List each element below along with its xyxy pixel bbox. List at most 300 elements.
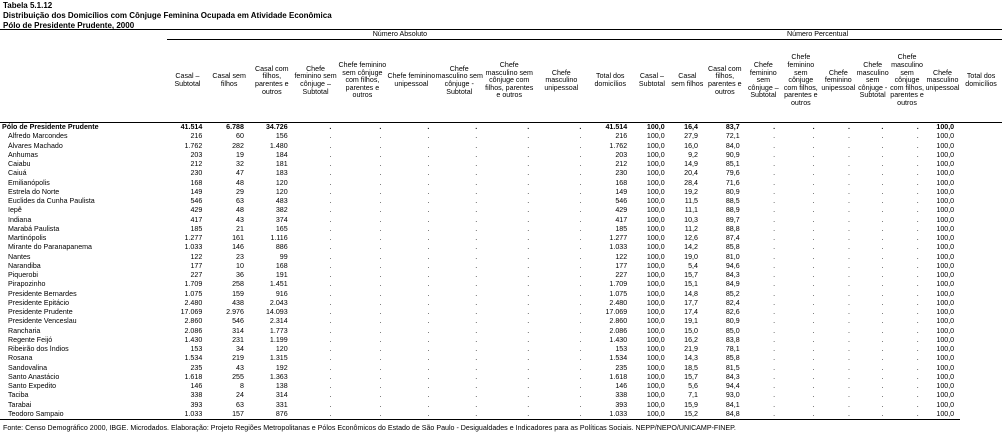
table-cell: .: [329, 123, 332, 131]
table-cell: 34.726: [265, 123, 288, 131]
table-cell: 15,9: [684, 400, 698, 409]
table-cell: .: [427, 280, 430, 289]
table-cell: 2.480: [184, 298, 203, 307]
table-cell: 100,0: [936, 372, 955, 381]
table-cell: 84,0: [725, 141, 740, 150]
column-header-blank: [0, 40, 167, 123]
table-cell: 100,0: [936, 308, 955, 316]
table-cell: 100,0: [936, 178, 955, 187]
table-cell: .: [848, 150, 851, 159]
table-cell: 219: [232, 354, 244, 363]
table-cell: 100,0: [936, 280, 955, 289]
table-cell: 93,0: [725, 391, 740, 400]
table-cell: 1.618: [184, 372, 203, 381]
table-cell: 20,4: [684, 169, 698, 178]
table-cell: .: [294, 410, 338, 420]
table-cell: 10: [236, 261, 244, 270]
table-cell: .: [848, 141, 851, 150]
table-cell: .: [329, 234, 332, 242]
table-cell: .: [812, 224, 815, 233]
table-cell: .: [435, 410, 483, 420]
table-cell: 338: [190, 391, 203, 400]
table-cell: .: [881, 252, 884, 261]
table-cell: .: [916, 345, 919, 353]
column-header: Total dos domicílios: [960, 40, 1002, 123]
table-cell: .: [427, 123, 430, 131]
table-cell: .: [881, 354, 884, 363]
table-cell: 85,8: [725, 243, 740, 252]
table-cell: 258: [232, 280, 244, 289]
table-cell: 191: [275, 271, 288, 279]
row-label: Estrela do Norte: [8, 187, 60, 196]
table-cell: .: [579, 335, 582, 344]
table-cell: 100,0: [936, 160, 955, 168]
table-cell: 100,0: [646, 335, 665, 344]
table-cell: .: [329, 215, 332, 224]
table-cell: 14.093: [265, 308, 288, 316]
table-cell: 71,6: [725, 178, 740, 187]
table-cell: 546: [232, 317, 244, 326]
table-cell: .: [916, 243, 919, 252]
table-row: [0, 169, 1002, 178]
table-cell: .: [379, 150, 382, 159]
table-cell: .: [475, 224, 478, 233]
row-label: Santo Anastácio: [8, 372, 60, 381]
table-cell: 146: [615, 382, 628, 390]
table-cell: 314: [232, 326, 244, 335]
table-cell: 100,0: [646, 206, 665, 215]
table-cell: .: [916, 150, 919, 159]
table-cell: .: [881, 197, 884, 205]
table-cell: 2.976: [226, 308, 244, 316]
table-cell: 183: [275, 169, 288, 178]
table-cell: .: [881, 206, 884, 215]
table-cell: .: [379, 326, 382, 335]
table-cell: .: [881, 243, 884, 252]
column-header: Chefe masculino sem cônjuge com filhos, parentes e outros: [889, 40, 924, 123]
table-cell: 429: [190, 206, 203, 215]
table-cell: .: [427, 382, 430, 390]
table-cell: 19,2: [684, 187, 698, 196]
table-cell: 2.314: [269, 317, 288, 326]
table-cell: .: [848, 123, 851, 131]
row-label: Caiabu: [8, 160, 31, 168]
table-cell: .: [527, 169, 530, 178]
table-cell: 100,0: [936, 234, 955, 242]
table-cell: .: [812, 308, 815, 316]
table-cell: 100,0: [646, 298, 665, 307]
column-header: Chefe feminino unipessoal: [387, 40, 435, 123]
table-cell: 10,3: [684, 215, 698, 224]
table-cell: .: [527, 132, 530, 141]
table-cell: .: [579, 345, 582, 353]
table-cell: 2.860: [609, 317, 628, 326]
table-cell: .: [329, 141, 332, 150]
table-cell: .: [379, 335, 382, 344]
row-label: Presidente Venceslau: [8, 317, 77, 326]
row-label: Iepê: [8, 206, 22, 215]
table-cell: 100,0: [646, 150, 665, 159]
table-cell: 100,0: [936, 345, 955, 353]
table-row: [0, 290, 1002, 299]
table-cell: 100,0: [646, 382, 665, 390]
table-cell: .: [475, 308, 478, 316]
table-cell: 100,0: [646, 224, 665, 233]
table-cell: 1.709: [609, 280, 628, 289]
column-header: Casal – Subtotal: [167, 40, 209, 123]
table-cell: 546: [615, 197, 628, 205]
table-cell: .: [812, 363, 815, 372]
table-cell: 1.363: [269, 372, 288, 381]
table-cell: 9,2: [688, 150, 698, 159]
table-cell: .: [379, 178, 382, 187]
table-cell: .: [475, 382, 478, 390]
row-label: Marabá Paulista: [8, 224, 60, 233]
table-cell: .: [881, 335, 884, 344]
table-cell: 100,0: [646, 178, 665, 187]
table-cell: 1.430: [609, 335, 628, 344]
table-cell: 34: [236, 345, 244, 353]
table-cell: 1.033: [184, 243, 203, 252]
table-cell: .: [427, 317, 430, 326]
table-cell: .: [579, 178, 582, 187]
table-cell: .: [579, 150, 582, 159]
table-cell: .: [579, 160, 582, 168]
table-cell: 138: [275, 382, 288, 390]
table-cell: .: [881, 141, 884, 150]
table-cell: .: [881, 400, 884, 409]
table-cell: .: [379, 372, 382, 381]
table-cell: .: [475, 289, 478, 298]
table-cell: .: [881, 187, 884, 196]
table-cell: 32: [236, 160, 244, 168]
table-cell: .: [848, 261, 851, 270]
column-header: Chefe masculino unipessoal: [535, 40, 587, 123]
table-cell: 82,4: [725, 298, 740, 307]
table-row: [0, 336, 1002, 345]
table-cell: .: [579, 326, 582, 335]
table-cell: 90,9: [725, 150, 740, 159]
row-label: Martinópolis: [8, 234, 47, 242]
table-cell: 14,2: [684, 243, 698, 252]
table-cell: 100,0: [646, 141, 665, 150]
table-cell: .: [773, 187, 776, 196]
table-cell: .: [379, 187, 382, 196]
table-cell: .: [812, 354, 815, 363]
table-cell: .: [812, 280, 815, 289]
table-cell: 100,0: [936, 326, 955, 335]
table-cell: .: [773, 317, 776, 326]
table-cell: 2.043: [269, 298, 288, 307]
table-cell: 8: [239, 382, 244, 390]
table-cell: 15,1: [684, 280, 698, 289]
table-cell: .: [379, 261, 382, 270]
table-cell: 417: [615, 215, 628, 224]
table-cell: .: [812, 215, 815, 224]
column-header: Chefe feminino sem cônjuge com filhos, parentes e outros: [337, 40, 387, 123]
table-cell: 28,4: [684, 178, 698, 187]
table-cell: .: [881, 382, 884, 390]
table-cell: .: [475, 271, 478, 279]
table-cell: .: [475, 160, 478, 168]
table-row-total: [0, 123, 1002, 133]
table-cell: .: [329, 271, 332, 279]
table-cell: .: [427, 252, 430, 261]
table-cell: 100,0: [646, 243, 665, 252]
table-cell: .: [773, 132, 776, 141]
table-row: [0, 373, 1002, 382]
row-label: Álvares Machado: [8, 141, 63, 150]
row-label: Pirapozinho: [8, 280, 46, 289]
column-header: Chefe feminino sem cônjuge – Subtotal: [294, 40, 338, 123]
table-cell: .: [527, 234, 530, 242]
table-cell: .: [329, 363, 332, 372]
row-label: Tarabai: [8, 400, 32, 409]
table-cell: .: [527, 215, 530, 224]
table-cell: 1.075: [184, 289, 203, 298]
table-cell: .: [848, 391, 851, 400]
table-cell: 184: [275, 150, 288, 159]
table-cell: .: [379, 252, 382, 261]
table-cell: .: [475, 187, 478, 196]
group-header-absolute: Número Absoluto: [167, 30, 634, 40]
table-cell: 99: [279, 252, 288, 261]
table-cell: .: [475, 169, 478, 178]
table-cell: 85,8: [725, 354, 740, 363]
table-cell: .: [916, 354, 919, 363]
table-cell: 120: [275, 345, 288, 353]
row-label: Nantes: [8, 252, 31, 261]
table-cell: .: [527, 271, 530, 279]
table-cell: .: [881, 391, 884, 400]
table-cell: .: [773, 382, 776, 390]
table-cell: 120: [275, 178, 288, 187]
table-cell: 63: [236, 197, 244, 205]
table-cell: 100,0: [646, 197, 665, 205]
table-cell: 48: [236, 206, 244, 215]
table-cell: 100,0: [936, 335, 955, 344]
row-label: Teodoro Sampaio: [0, 410, 167, 420]
table-cell: .: [812, 261, 815, 270]
table-cell: .: [379, 391, 382, 400]
table-cell: 19,1: [684, 317, 698, 326]
table-cell: 100,0: [936, 252, 955, 261]
table-cell: 2.860: [184, 317, 203, 326]
table-cell: .: [329, 372, 332, 381]
table-cell: .: [427, 298, 430, 307]
table-row: [0, 179, 1002, 188]
table-cell: .: [579, 206, 582, 215]
table-row: [0, 317, 1002, 326]
table-cell: .: [527, 150, 530, 159]
table-cell: 100,0: [646, 391, 665, 400]
table-cell: 100,0: [646, 160, 665, 168]
table-cell: .: [527, 252, 530, 261]
table-cell: .: [916, 289, 919, 298]
table-cell: 84,1: [725, 400, 740, 409]
row-label: Narandiba: [8, 261, 41, 270]
table-cell: .: [881, 289, 884, 298]
table-cell: .: [812, 243, 815, 252]
row-label: Sandovalina: [8, 363, 48, 372]
table-cell: 1.199: [269, 335, 288, 344]
table-cell: .: [812, 234, 815, 242]
table-cell: .: [856, 410, 889, 420]
row-label: Piquerobi: [8, 271, 38, 279]
table-cell: .: [812, 298, 815, 307]
table-cell: .: [773, 289, 776, 298]
table-cell: .: [427, 345, 430, 353]
table-cell: 83,7: [725, 123, 740, 131]
table-cell: 94,4: [725, 382, 740, 390]
table-cell: .: [916, 308, 919, 316]
table-cell: 5,4: [688, 261, 698, 270]
table-cell: 192: [275, 363, 288, 372]
table-cell: .: [475, 391, 478, 400]
table-cell: 100,0: [646, 123, 665, 131]
table-cell: .: [427, 391, 430, 400]
table-cell: .: [916, 326, 919, 335]
table-cell: .: [773, 123, 776, 131]
table-cell: .: [579, 363, 582, 372]
table-cell: 100,0: [936, 382, 955, 390]
table-cell: .: [475, 132, 478, 141]
table-cell: .: [579, 382, 582, 390]
table-cell: .: [881, 317, 884, 326]
table-cell: .: [848, 345, 851, 353]
table-cell: .: [812, 150, 815, 159]
table-cell: .: [579, 224, 582, 233]
table-cell: .: [579, 187, 582, 196]
table-cell: .: [848, 298, 851, 307]
table-cell: .: [329, 178, 332, 187]
table-cell: .: [916, 206, 919, 215]
table-cell: .: [535, 410, 587, 420]
table-cell: .: [916, 169, 919, 178]
table-cell: .: [329, 224, 332, 233]
table-cell: .: [579, 243, 582, 252]
table-cell: .: [379, 160, 382, 168]
table-cell: .: [579, 354, 582, 363]
table-cell: .: [812, 252, 815, 261]
table-cell: .: [329, 187, 332, 196]
table-cell: .: [527, 261, 530, 270]
table-cell: .: [329, 382, 332, 390]
table-cell: .: [527, 335, 530, 344]
table-cell: .: [379, 382, 382, 390]
table-cell: .: [848, 280, 851, 289]
table-cell: .: [527, 197, 530, 205]
table-cell: .: [848, 317, 851, 326]
column-header: Casal sem filhos: [671, 40, 704, 123]
table-cell: .: [848, 206, 851, 215]
table-cell: 338: [615, 391, 628, 400]
table-cell: .: [812, 187, 815, 196]
table-cell: .: [881, 169, 884, 178]
table-cell: 48: [236, 178, 244, 187]
table-cell: .: [579, 252, 582, 261]
table-cell: 149: [615, 187, 628, 196]
table-cell: .: [427, 178, 430, 187]
table-cell: 1.430: [184, 335, 203, 344]
table-row: [0, 206, 1002, 215]
table-cell: 80,9: [725, 187, 740, 196]
table-cell: .: [881, 132, 884, 141]
table-cell: 100,0: [936, 197, 955, 205]
row-label: Presidente Epitácio: [8, 298, 70, 307]
table-cell: .: [475, 243, 478, 252]
row-label: Rancharia: [8, 326, 41, 335]
table-row: [0, 410, 1002, 420]
table-cell: .: [773, 150, 776, 159]
table-cell: 156: [275, 132, 288, 141]
table-cell: .: [427, 308, 430, 316]
table-cell: .: [475, 215, 478, 224]
row-label: Euclides da Cunha Paulista: [8, 197, 95, 205]
table-row: [0, 299, 1002, 308]
table-cell: .: [848, 252, 851, 261]
table-cell: .: [848, 160, 851, 168]
table-cell: .: [329, 345, 332, 353]
table-cell: .: [773, 234, 776, 242]
table-cell: .: [329, 400, 332, 409]
table-cell: .: [812, 197, 815, 205]
table-cell: .: [848, 271, 851, 279]
table-cell: .: [527, 187, 530, 196]
table-cell: 14,9: [684, 160, 698, 168]
table-cell: 85,1: [725, 160, 740, 168]
table-cell: .: [916, 400, 919, 409]
table-row: [0, 225, 1002, 234]
table-cell: .: [812, 141, 815, 150]
table-cell: 14,3: [684, 354, 698, 363]
group-header-percent: Número Percentual: [633, 30, 1002, 40]
table-cell: 27,9: [684, 132, 698, 141]
table-cell: 63: [236, 400, 244, 409]
table-cell: .: [379, 243, 382, 252]
table-cell: 100,0: [646, 215, 665, 224]
table-cell: .: [427, 206, 430, 215]
table-cell: .: [848, 197, 851, 205]
table-cell: .: [475, 363, 478, 372]
table-cell: 100,0: [936, 215, 955, 224]
table-cell: 546: [190, 197, 203, 205]
table-cell: .: [848, 335, 851, 344]
table-cell: 17.069: [605, 308, 628, 316]
table-cell: .: [881, 372, 884, 381]
table-cell: .: [881, 326, 884, 335]
table-cell: 2.480: [609, 298, 628, 307]
table-cell: .: [379, 317, 382, 326]
table-cell: 230: [190, 169, 203, 178]
table-cell: .: [916, 271, 919, 279]
table-cell: 165: [275, 224, 288, 233]
table-cell: .: [527, 289, 530, 298]
table-description: Distribuição dos Domicílios com Cônjuge Feminina Ocupada em Atividade Econômica: [3, 11, 332, 20]
table-cell: 1.618: [609, 372, 628, 381]
table-cell: .: [337, 410, 387, 420]
table-cell: .: [848, 178, 851, 187]
table-cell: 100,0: [646, 280, 665, 289]
table-cell: .: [427, 354, 430, 363]
table-cell: 483: [275, 197, 288, 205]
column-header-row: [0, 40, 1002, 123]
table-cell: .: [746, 410, 781, 420]
table-cell: .: [812, 123, 815, 131]
table-cell: .: [773, 271, 776, 279]
table-cell: 100,0: [936, 354, 955, 363]
table-cell: .: [527, 391, 530, 400]
